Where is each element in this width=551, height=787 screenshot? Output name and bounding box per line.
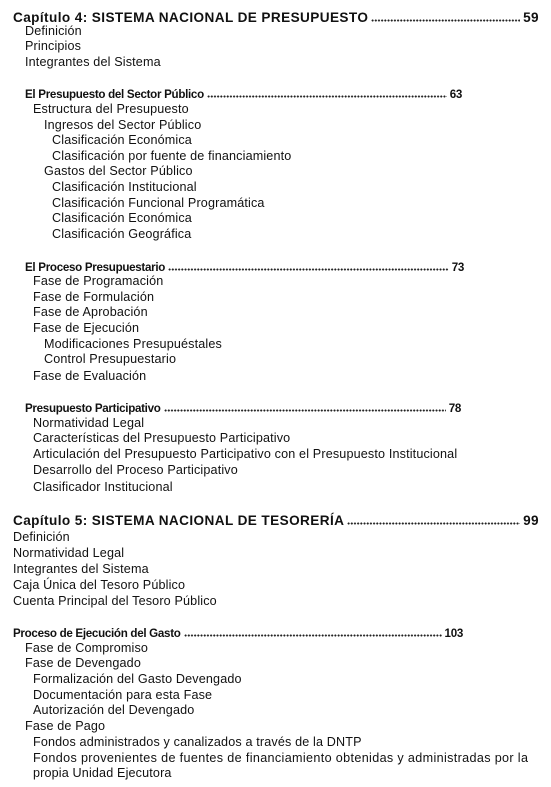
toc-entry[interactable]: Ingresos del Sector Público [44,118,202,132]
section-title: Presupuesto Participativo [25,402,161,415]
toc-entry[interactable]: Fase de Devengado [25,656,141,670]
toc-entry[interactable]: Fondos provenientes de fuentes de financiamiento obtenidas y administradas por la [33,751,529,765]
toc-entry[interactable]: Características del Presupuesto Participativo [33,431,291,445]
section-title: El Presupuesto del Sector Público [25,88,204,101]
toc-entry[interactable]: Fase de Formulación [33,290,155,304]
dot-leader [184,627,442,637]
section-page: 63 [449,88,462,101]
toc-entry[interactable]: propia Unidad Ejecutora [33,766,172,780]
toc-entry[interactable]: Integrantes del Sistema [25,55,161,69]
toc-entry[interactable]: Definición [25,24,82,38]
toc-entry[interactable]: Integrantes del Sistema [13,562,149,576]
toc-entry[interactable]: Articulación del Presupuesto Participativo con el Presupuesto Institucional [33,447,458,461]
toc-entry[interactable]: Clasificación Geográfica [52,227,192,241]
toc-entry[interactable]: Clasificación Institucional [52,180,197,194]
toc-entry[interactable]: Fase de Pago [25,719,106,733]
dot-leader [164,402,446,412]
toc-entry[interactable]: Clasificación Económica [52,133,192,147]
dot-leader [168,261,449,271]
toc-entry[interactable]: Clasificación Funcional Programática [52,196,265,210]
toc-entry[interactable]: Clasificación Económica [52,211,192,225]
section-proceso-heading[interactable] [25,260,464,275]
toc-entry[interactable]: Autorización del Devengado [33,703,195,717]
section-title: Proceso de Ejecución del Gasto [13,627,181,640]
chapter-5-title: Capítulo 5: SISTEMA NACIONAL DE TESORERÍA [13,513,345,528]
toc-entry[interactable]: Fase de Aprobación [33,305,148,319]
toc-entry[interactable]: Control Presupuestario [44,352,177,366]
section-gasto-heading[interactable] [13,626,463,641]
dot-leader [371,12,520,22]
chapter-4-title: Capítulo 4: SISTEMA NACIONAL DE PRESUPUESTO [13,10,369,25]
toc-entry[interactable]: Documentación para esta Fase [33,688,213,702]
toc-entry[interactable]: Fondos administrados y canalizados a través de la DNTP [33,735,362,749]
toc-entry[interactable]: Fase de Compromiso [25,641,149,655]
toc-entry[interactable]: Modificaciones Presupuéstales [44,337,222,351]
toc-entry[interactable]: Definición [13,530,70,544]
toc-entry[interactable]: Normatividad Legal [13,546,125,560]
toc-entry[interactable]: Desarrollo del Proceso Participativo [33,463,238,477]
toc-entry[interactable]: Estructura del Presupuesto [33,102,189,116]
toc-entry[interactable]: Fase de Ejecución [33,321,140,335]
toc-entry[interactable]: Fase de Evaluación [33,369,147,383]
section-presupuesto-heading[interactable] [25,87,462,102]
toc-entry[interactable]: Principios [25,39,82,53]
toc-entry[interactable]: Normatividad Legal [33,416,145,430]
chapter-5-heading[interactable] [13,513,539,528]
section-title: El Proceso Presupuestario [25,261,166,274]
toc-entry[interactable]: Cuenta Principal del Tesoro Público [13,594,217,608]
toc-entry[interactable]: Formalización del Gasto Devengado [33,672,242,686]
section-page: 103 [444,627,463,640]
chapter-4-page: 59 [523,10,539,25]
section-page: 78 [448,402,461,415]
toc-entry[interactable]: Caja Única del Tesoro Público [13,578,186,592]
section-participativo-heading[interactable] [25,401,461,416]
chapter-4-heading[interactable] [13,10,539,25]
section-page: 73 [451,261,464,274]
dot-leader [347,515,520,525]
chapter-5-page: 99 [523,513,539,528]
dot-leader [207,88,447,98]
toc-entry[interactable]: Clasificador Institucional [33,480,173,494]
toc-entry[interactable]: Gastos del Sector Público [44,164,193,178]
toc-entry[interactable]: Clasificación por fuente de financiamiento [52,149,292,163]
toc-entry[interactable]: Fase de Programación [33,274,164,288]
